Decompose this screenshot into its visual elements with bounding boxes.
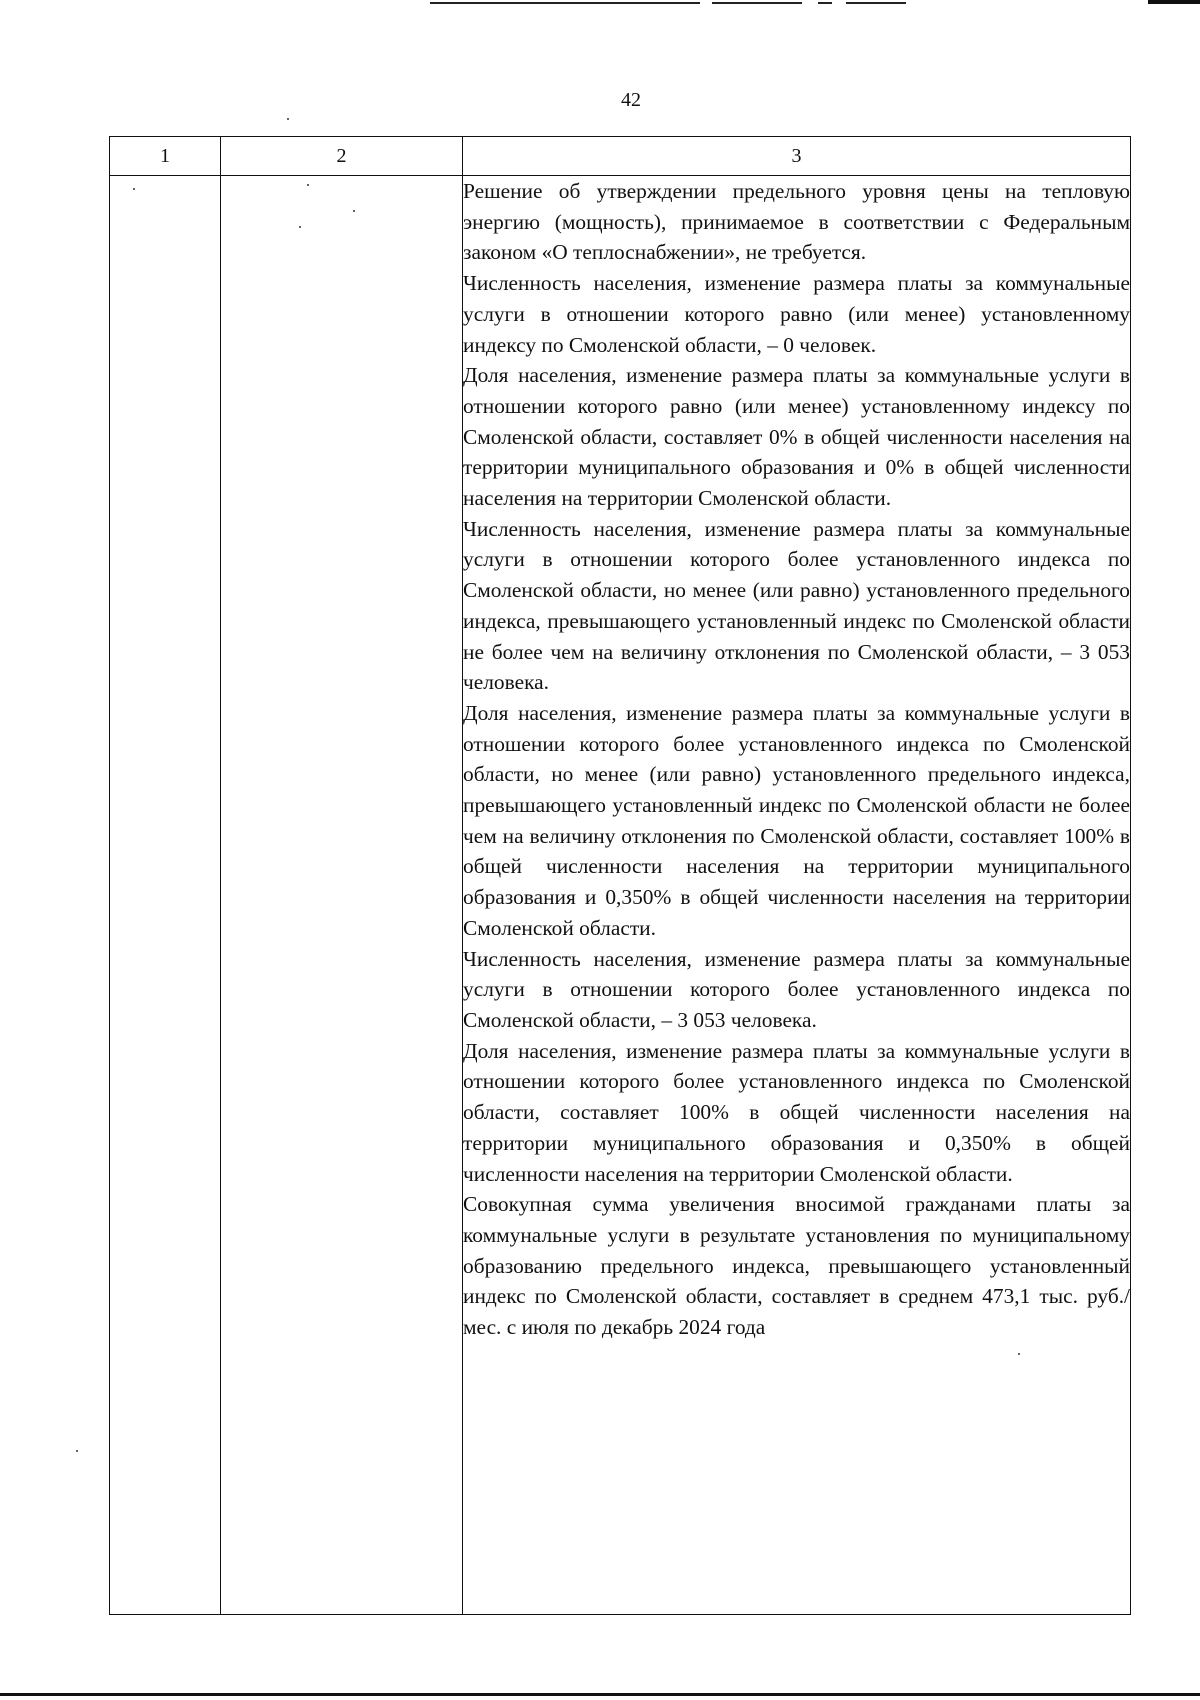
scan-mark	[430, 2, 700, 4]
table-header-row	[110, 137, 1131, 176]
scan-mark	[818, 2, 832, 4]
scan-speck	[299, 226, 301, 228]
paragraph-population-above-index: Численность населения, изменение размера платы за коммунальные услуги в отношении которого более установленного индекса по Смоленской области, – 3 053 человека.	[463, 946, 1130, 1032]
scan-speck	[1018, 1353, 1020, 1355]
paragraph-share-within-deviation: Доля населения, изменение размера платы за коммунальные услуги в отношении которого более установленного индекса по Смоленской области, но менее (или равно) установленного предельного индекса, превышающего установленный индекс по Смоленской области не более чем на величину отклонения по Смоленской области, составляет 100% в общей численности населения на территории муниципального образования и 0,350% в общей численности населения на территории Смоленской области.	[463, 700, 1130, 940]
scan-mark	[712, 2, 802, 4]
table-row	[110, 176, 1131, 1615]
scan-speck	[307, 184, 309, 186]
scan-speck	[287, 118, 289, 120]
column-header-3: 3	[463, 137, 1131, 176]
scan-top-edge	[0, 0, 1200, 8]
paragraph-share-above-index: Доля населения, изменение размера платы за коммунальные услуги в отношении которого более установленного индекса по Смоленской области, составляет 100% в общей численности населения на территории муниципального образования и 0,350% в общей численности населения на территории Смоленской области.	[463, 1038, 1130, 1186]
paragraph-population-equal-index: Численность населения, изменение размера платы за коммунальные услуги в отношении которого равно (или менее) установленному индексу по Смоленской области, – 0 человек.	[463, 271, 1130, 357]
paragraph-price-cap: Решение об утверждении предельного уровня цены на тепловую энергию (мощность), принимаемое в соответствии с Федеральным законом «О теплоснабжении», не требуется.	[463, 179, 1130, 265]
scan-speck	[76, 1450, 78, 1452]
paragraph-share-equal-index: Доля населения, изменение размера платы за коммунальные услуги в отношении которого равно (или менее) установленному индексу по Смоленской области, составляет 0% в общей численности населения на территории муниципального образования и 0% в общей численности населения на территории Смоленской области.	[463, 363, 1130, 511]
scan-mark	[846, 2, 906, 4]
column-header-1: 1	[110, 137, 221, 176]
page-number: 42	[621, 89, 641, 111]
column-2-cell	[221, 176, 463, 1615]
scan-bottom-edge	[0, 1693, 1200, 1696]
paragraph-total-increase: Совокупная сумма увеличения вносимой гражданами платы за коммунальные услуги в результате установления по муниципальному образованию предельного индекса, превышающего установленный индекс по Смоленской области, составляет в среднем 473,1 тыс. руб./мес. с июля по декабрь 2024 года	[463, 1192, 1130, 1340]
paragraph-population-within-deviation: Численность населения, изменение размера платы за коммунальные услуги в отношении которого более установленного индекса по Смоленской области, но менее (или равно) установленного предельного индекса, превышающего установленный индекс по Смоленской области не более чем на величину отклонения по Смоленской области, – 3 053 человека.	[463, 516, 1130, 695]
column-header-2: 2	[221, 137, 463, 176]
scan-speck	[133, 188, 135, 190]
document-table	[109, 136, 1131, 1615]
column-1-cell	[110, 176, 221, 1615]
column-3-cell	[463, 176, 1131, 1615]
scan-corner-mark	[1148, 0, 1200, 4]
scan-speck	[353, 210, 355, 212]
